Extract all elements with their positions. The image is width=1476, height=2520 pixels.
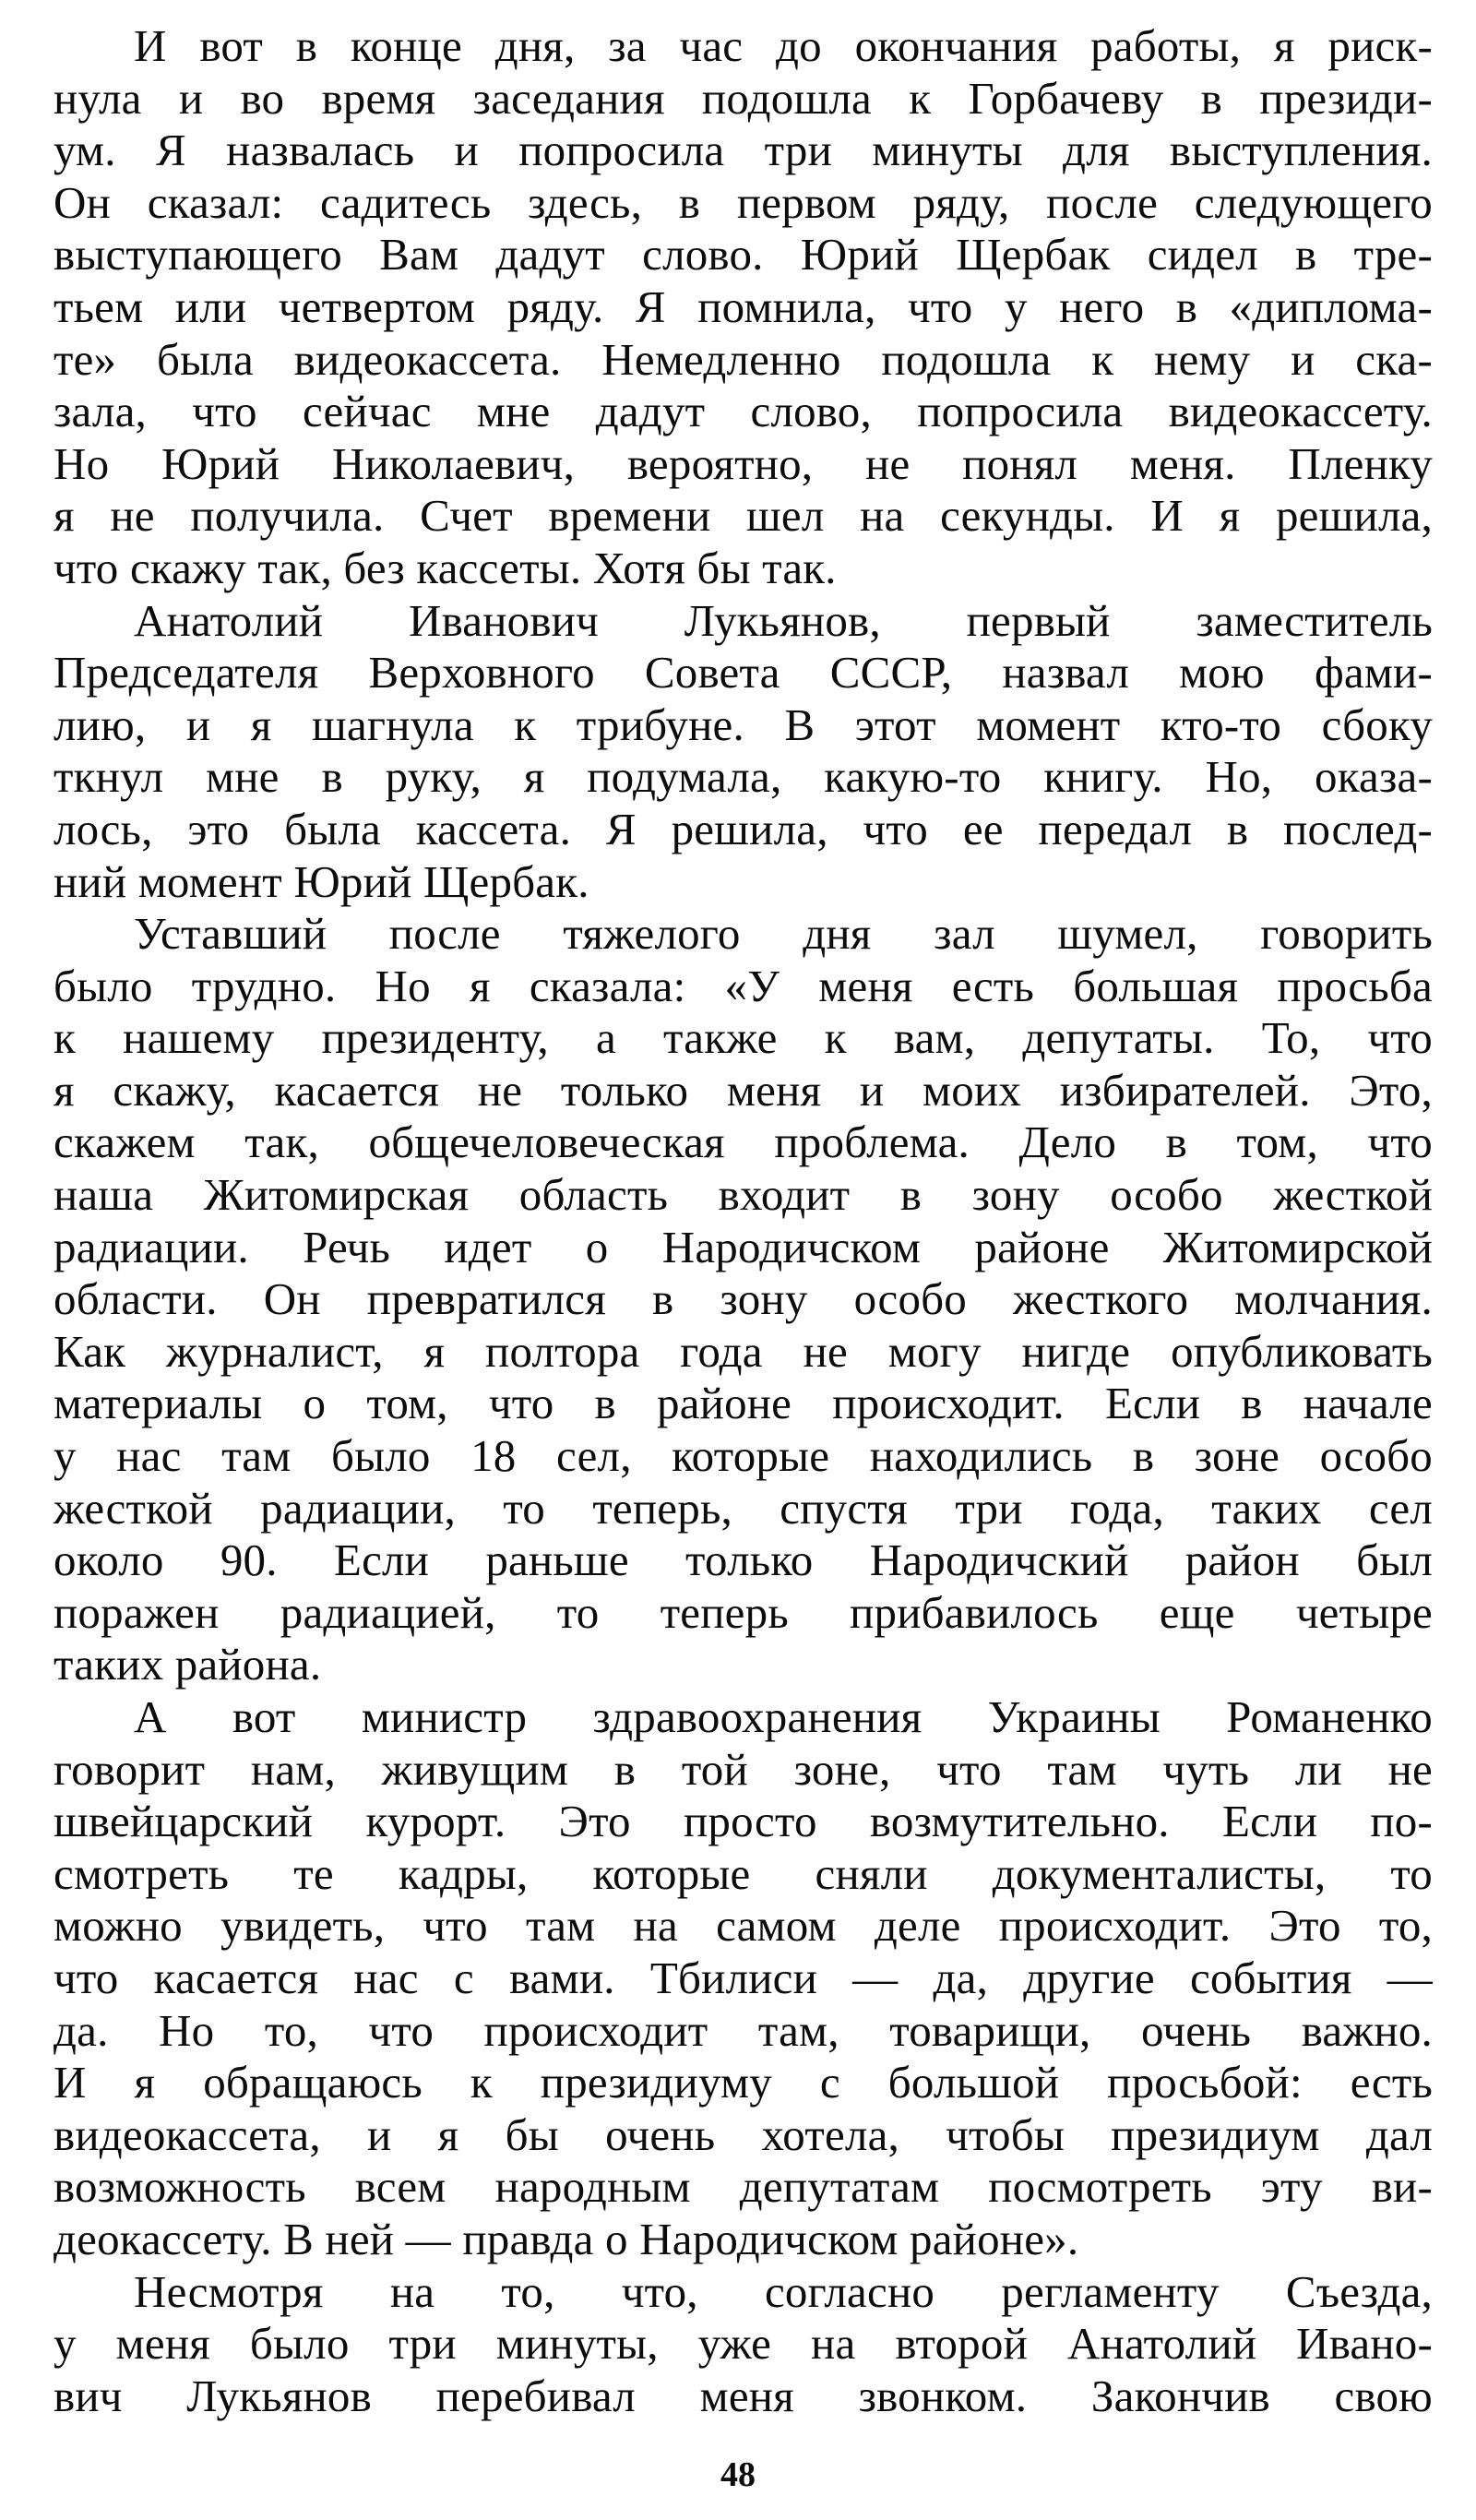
text-line: Он сказал: садитесь здесь, в первом ряду, после следующего: [54, 176, 1433, 228]
text-line: швейцарский курорт. Это просто возмутительно. Если по-: [54, 1796, 1433, 1847]
text-line: смотреть те кадры, которые сняли документалисты, то: [54, 1847, 1433, 1899]
text-line: я скажу, касается не только меня и моих избирателей. Это,: [54, 1064, 1433, 1116]
text-line: Несмотря на то, что, согласно регламенту Съезда,: [134, 2265, 1433, 2317]
text-line: А вот министр здравоохранения Украины Романенко: [134, 1691, 1433, 1742]
page-text: [54, 20, 1433, 2422]
text-line: говорит нам, живущим в той зоне, что там чуть ли не: [54, 1743, 1433, 1795]
text-line: видеокассета, и я бы очень хотела, чтобы президиум дал: [54, 2108, 1433, 2160]
text-line: те» была видеокассета. Немедленно подошла к нему и ска-: [54, 333, 1433, 385]
text-line: вич Лукьянов перебивал меня звонком. Закончив свою: [54, 2370, 1433, 2421]
text-line: поражен радиацией, то теперь прибавилось еще четыре: [54, 1586, 1433, 1638]
text-line: И я обращаюсь к президиуму с большой просьбой: есть: [54, 2057, 1433, 2108]
text-line: наша Житомирская область входит в зону особо жесткой: [54, 1169, 1433, 1221]
text-line: можно увидеть, что там на самом деле происходит. Это то,: [54, 1900, 1433, 1952]
text-line: лось, это была кассета. Я решила, что ее передал в послед-: [54, 803, 1433, 854]
text-line: было трудно. Но я сказала: «У меня есть большая просьба: [54, 960, 1433, 1011]
text-line: тьем или четвертом ряду. Я помнила, что у него в «диплома-: [54, 281, 1433, 332]
text-line: к нашему президенту, а также к вам, депутаты. То, что: [54, 1012, 1433, 1064]
text-line: Председателя Верховного Совета СССР, назвал мою фами-: [54, 647, 1433, 699]
text-line: материалы о том, что в районе происходит. Если в начале: [54, 1378, 1433, 1429]
page-number: 48: [720, 2455, 756, 2494]
text-line: около 90. Если раньше только Народичский район был: [54, 1535, 1433, 1586]
text-line: выступающего Вам дадут слово. Юрий Щербак сидел в тре-: [54, 229, 1433, 281]
text-line: Уставший после тяжелого дня зал шумел, говорить: [134, 908, 1433, 960]
text-line: ум. Я назвалась и попросила три минуты для выступления.: [54, 125, 1433, 176]
text-line: да. Но то, что происходит там, товарищи, очень важно.: [54, 2004, 1433, 2056]
text-line: нула и во время заседания подошла к Горбачеву в президи-: [54, 72, 1433, 124]
text-line: зала, что сейчас мне дадут слово, попросила видеокассету.: [54, 386, 1433, 437]
text-line: И вот в конце дня, за час до окончания работы, я риск-: [134, 20, 1433, 71]
text-line: возможность всем народным депутатам посмотреть эту ви-: [54, 2161, 1433, 2213]
text-line: деокассету. В ней — правда о Народичском районе».: [54, 2213, 1079, 2264]
text-line: лию, и я шагнула к трибуне. В этот момент кто-то сбоку: [54, 699, 1433, 750]
text-line: таких района.: [54, 1639, 322, 1690]
text-line: Анатолий Иванович Лукьянов, первый заместитель: [134, 594, 1433, 646]
text-line: у нас там было 18 сел, которые находились в зоне особо: [54, 1430, 1433, 1482]
text-line: я не получила. Счет времени шел на секунды. И я решила,: [54, 490, 1433, 542]
text-line: у меня было три минуты, уже на второй Анатолий Ивано-: [54, 2318, 1433, 2370]
text-line: скажем так, общечеловеческая проблема. Дело в том, что: [54, 1117, 1433, 1168]
text-line: жесткой радиации, то теперь, спустя три года, таких сел: [54, 1482, 1433, 1534]
text-line: Но Юрий Николаевич, вероятно, не понял меня. Пленку: [54, 437, 1433, 489]
text-line: что скажу так, без кассеты. Хотя бы так.: [54, 542, 837, 593]
text-line: области. Он превратился в зону особо жесткого молчания.: [54, 1273, 1433, 1325]
text-line: что касается нас с вами. Тбилиси — да, другие события —: [54, 1952, 1433, 2003]
text-line: радиации. Речь идет о Народичском районе Житомирской: [54, 1221, 1433, 1272]
text-line: ний момент Юрий Щербак.: [54, 855, 589, 907]
text-line: ткнул мне в руку, я подумала, какую-то книгу. Но, оказа-: [54, 751, 1433, 803]
text-line: Как журналист, я полтора года не могу нигде опубликовать: [54, 1325, 1433, 1377]
